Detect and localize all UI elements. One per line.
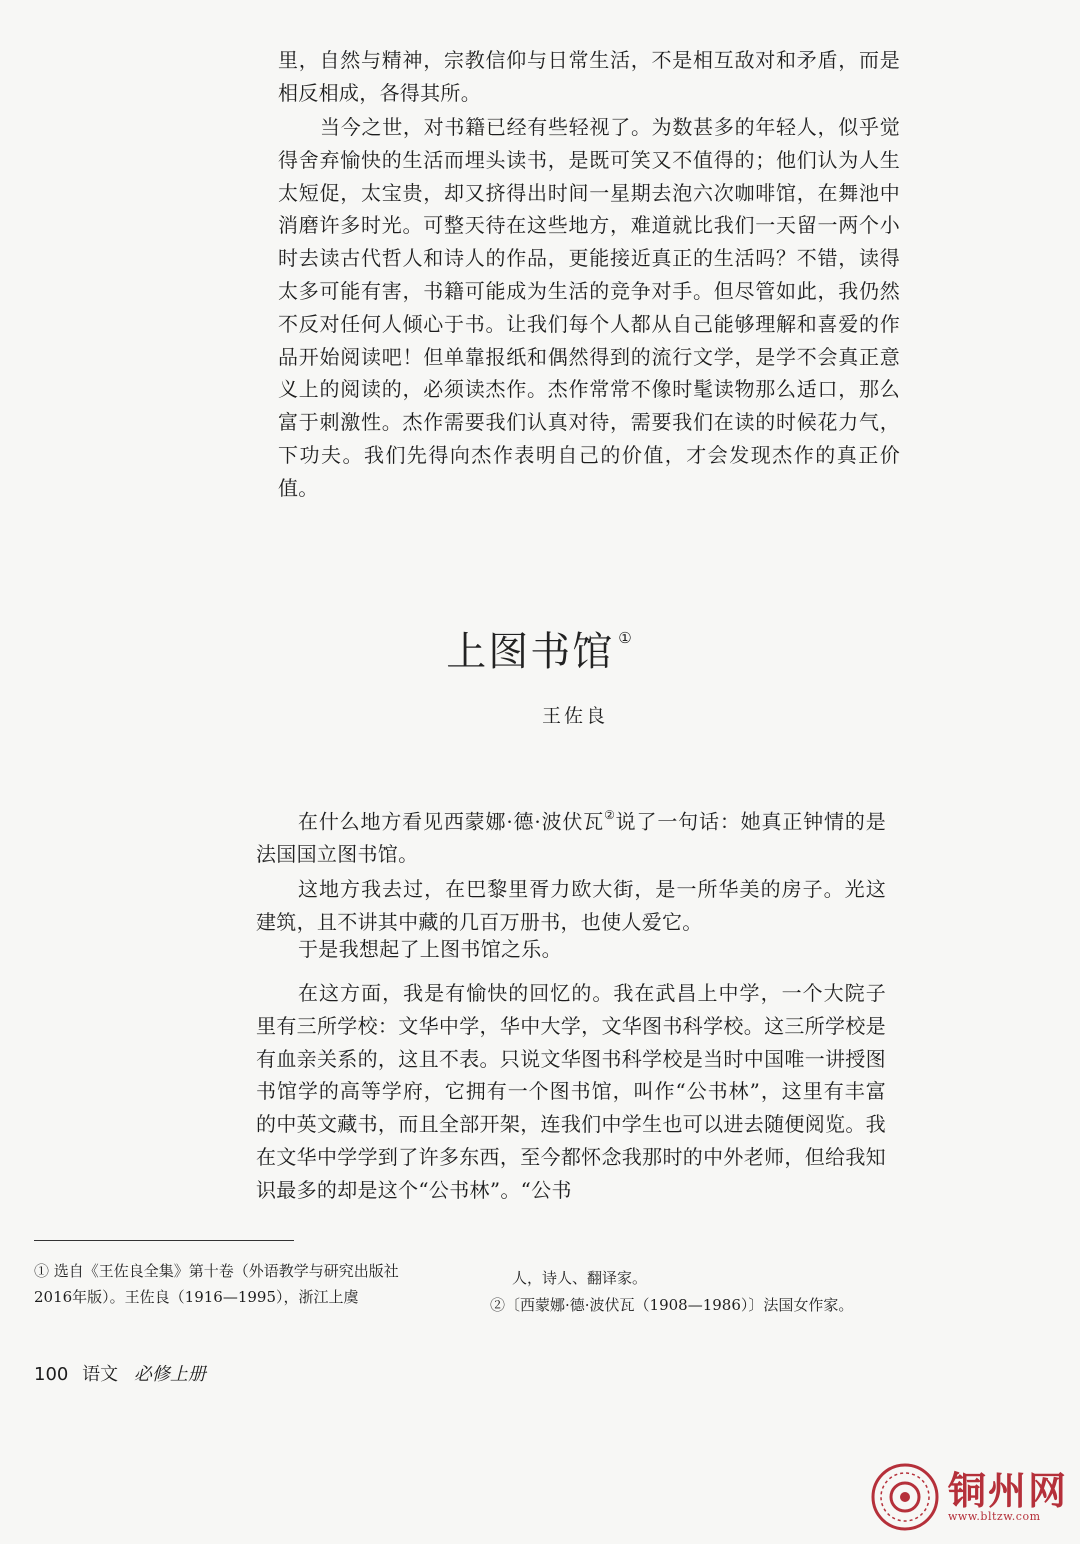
article-paragraph-2: 这地方我去过，在巴黎里胥力欧大街，是一所华美的房子。光这建筑，且不讲其中藏的几百万册书，也使人爱它。 xyxy=(256,877,886,934)
watermark-url: www.bltzw.com xyxy=(947,1509,1041,1523)
article-title-text: 上图书馆 xyxy=(446,629,615,675)
subject-label: 语文 xyxy=(82,1364,119,1385)
article-author: 王佐良 xyxy=(541,705,608,727)
article-paragraph-3: 于是我想起了上图书馆之乐。 xyxy=(298,937,562,961)
article-paragraph-1 xyxy=(256,801,886,871)
para-a-part-1: 在什么地方看见西蒙娜·德·波伏瓦 xyxy=(298,809,605,834)
paragraph-books-slighted: 当今之世，对书籍已经有些轻视了。为数甚多的年轻人，似乎觉得舍弃愉快的生活而埋头读书，是既可笑又不值得的；他们认为人生太短促，太宝贵，却又挤得出时间一星期去泡六次咖啡馆，在舞池中消磨许多时光。可整天待在这些地方，难道就比我们一天留一两个小时去读古代哲人和诗人的作品，更能接近真正的生活吗？不错，读得太多可能有害，书籍可能成为生活的竞争对手。但尽管如此，我仍然不反对任何人倾心于书。让我们每个人都从自己能够理解和喜爱的作品开始阅读吧！但单靠报纸和偶然得到的流行文学，是学不会真正意义上的阅读的，必须读杰作。杰作常常不像时髦读物那么适口，那么富于刺激性。杰作需要我们认真对待，需要我们在读的时候花力气，下功夫。我们先得向杰作表明自己的价值，才会发现杰作的真正价值。 xyxy=(278,115,900,500)
site-watermark xyxy=(870,1462,1068,1532)
para-a-part-2: 说了一句话：她真正钟情的是法国国立图书馆。 xyxy=(256,809,886,867)
footnote-1-continued: 人，诗人、翻译家。 xyxy=(512,1269,648,1287)
page-footer xyxy=(34,1360,206,1386)
footnote-2: ②〔西蒙娜·德·波伏瓦（1908—1986）〕法国女作家。 xyxy=(490,1296,854,1314)
page-number: 100 xyxy=(34,1364,69,1385)
watermark-name: 铜州网 xyxy=(947,1467,1068,1513)
footnote-1: ① 选自《王佐良全集》第十卷（外语教学与研究出版社2016年版）。王佐良（1916—1995），浙江上虞 xyxy=(34,1262,399,1306)
footnote-divider xyxy=(34,1240,294,1241)
book-label: 必修上册 xyxy=(133,1364,206,1385)
footnote-ref-2: ② xyxy=(604,808,616,822)
title-footnote-mark: ① xyxy=(618,628,634,647)
seal-icon xyxy=(870,1462,940,1532)
article-title xyxy=(0,620,1080,677)
article-paragraph-4: 在这方面，我是有愉快的回忆的。我在武昌上中学，一个大院子里有三所学校：文华中学，华中大学，文华图书科学校。这三所学校是有血亲关系的，这且不表。只说文华图书科学校是当时中国唯一讲授图书馆学的高等学府，它拥有一个图书馆，叫作“公书林”，这里有丰富的中英文藏书，而且全部开架，连我们中学生也可以进去随便阅览。我在文华中学学到了许多东西，至今都怀念我那时的中外老师，但给我知识最多的却是这个“公书林”。“公书 xyxy=(256,981,886,1202)
continued-paragraph: 里，自然与精神，宗教信仰与日常生活，不是相互敌对和矛盾，而是相反相成，各得其所。 xyxy=(278,48,900,105)
